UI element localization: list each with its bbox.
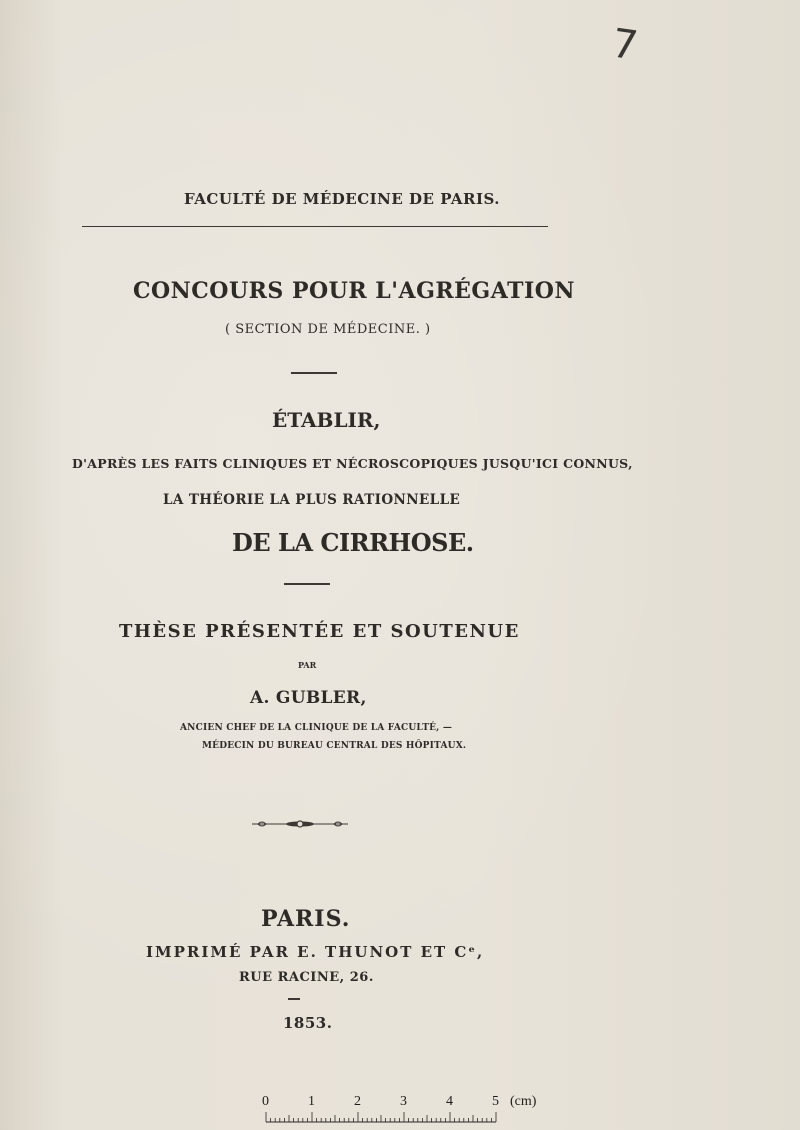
ruler-icon [262,1108,502,1124]
etablir-heading: ÉTABLIR, [272,408,381,432]
scale-unit: (cm) [510,1094,537,1109]
scale-label: 4 [446,1094,453,1109]
ornamental-divider-icon [252,817,348,831]
divider-2 [284,583,330,585]
scale-label: 5 [492,1094,499,1109]
author-name: A. GUBLER, [250,688,367,708]
question-line-2: LA THÉORIE LA PLUS RATIONNELLE [163,492,461,508]
question-line-3: DE LA CIRRHOSE. [232,528,474,557]
imprint-year: 1853. [283,1014,333,1032]
question-line-1: D'APRÈS LES FAITS CLINIQUES ET NÉCROSCOPIQUES JUSQU'ICI CONNUS, [72,456,633,471]
faculty-heading: FACULTÉ DE MÉDECINE DE PARIS. [184,190,501,208]
scale-bar [262,1094,552,1128]
section-subtitle: ( SECTION DE MÉDECINE. ) [225,322,431,337]
concours-title: CONCOURS POUR L'AGRÉGATION [133,278,576,304]
scale-label: 3 [400,1094,407,1109]
imprint-address: RUE RACINE, 26. [239,970,374,985]
header-rule [82,226,548,227]
divider-3 [288,998,300,1000]
handwritten-page-number: 7 [608,20,641,70]
scale-label: 2 [354,1094,361,1109]
imprint-printer: IMPRIMÉ PAR E. THUNOT ET Cᵉ, [146,943,485,961]
these-heading: THÈSE PRÉSENTÉE ET SOUTENUE [119,621,520,642]
author-title-1: ANCIEN CHEF DE LA CLINIQUE DE LA FACULTÉ, — [180,723,453,733]
par-label: PAR [298,660,317,670]
divider-1 [291,372,337,374]
author-title-2: MÉDECIN DU BUREAU CENTRAL DES HÔPITAUX. [202,741,467,751]
imprint-city: PARIS. [261,906,351,932]
scale-label: 1 [308,1094,315,1109]
scale-label: 0 [262,1094,269,1109]
